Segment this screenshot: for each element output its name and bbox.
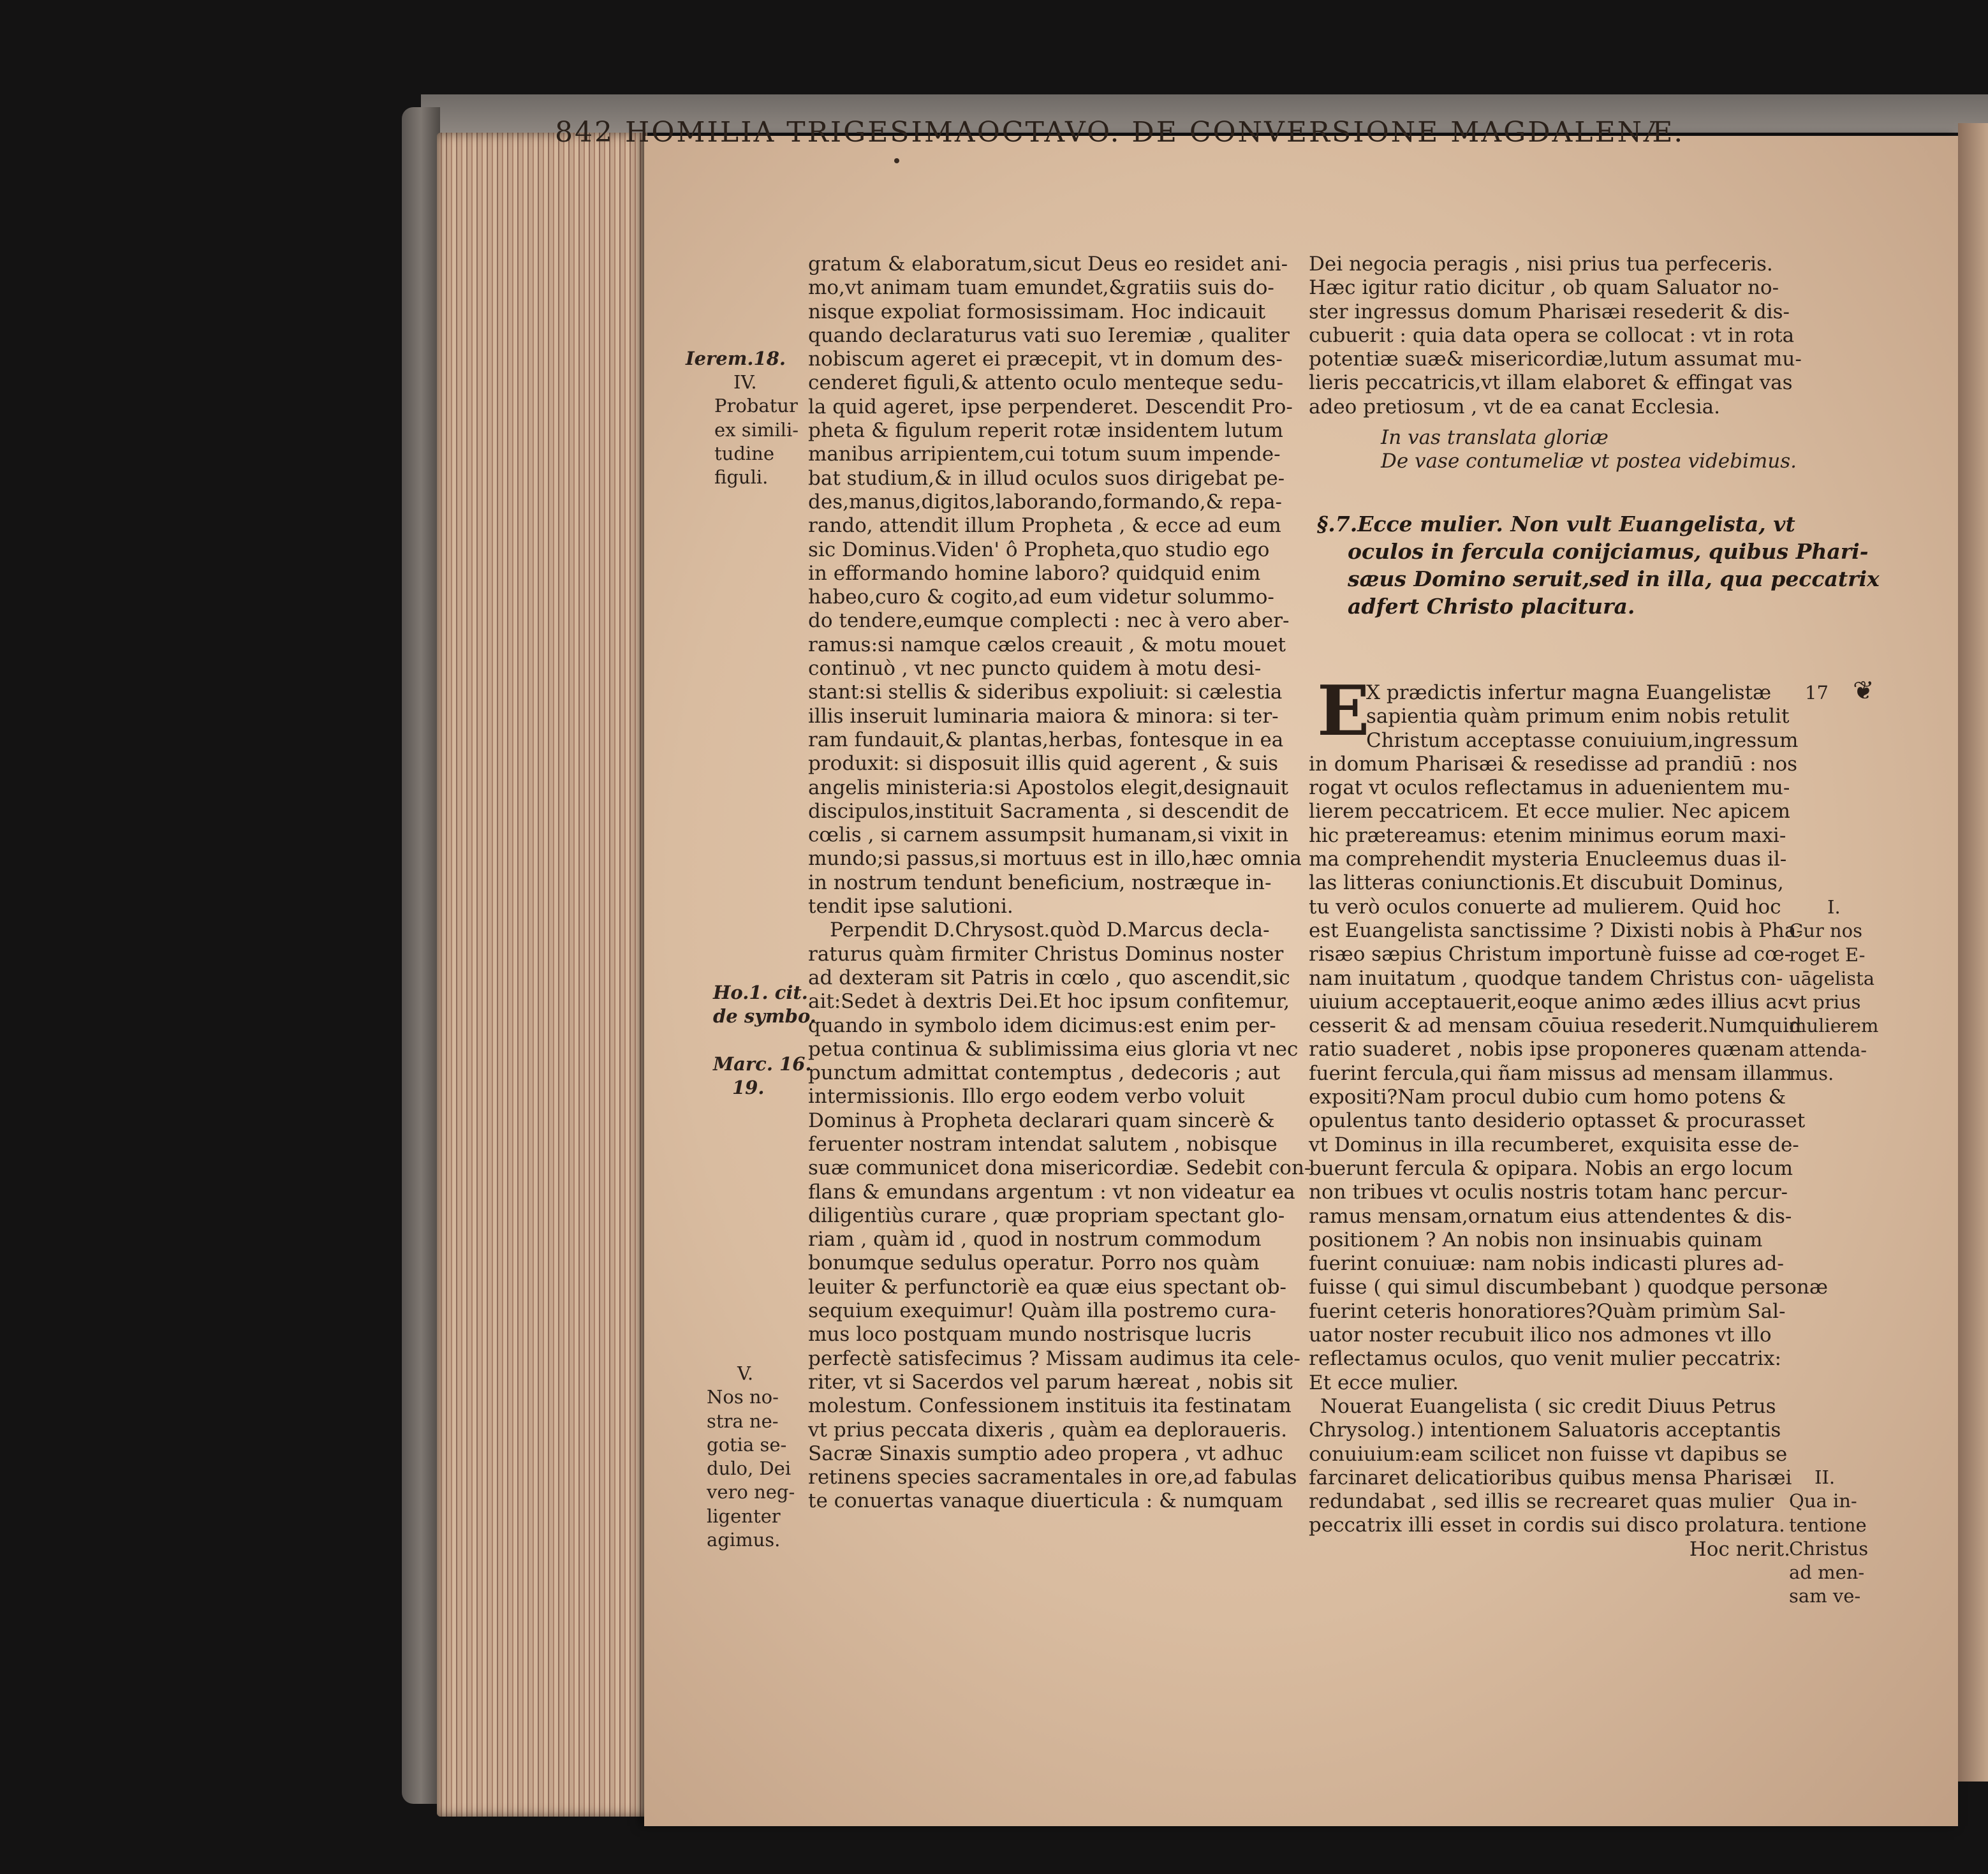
section-heading-line: sæus Domino seruit,sed in illa, qua peccatrix [1348,566,1880,591]
margin-line: Probatur [714,395,798,417]
text-line: Dei negocia peragis , nisi prius tua perfeceris. [1309,253,1773,276]
text-line: ratio suaderet , nobis ipse proponeres quænam [1309,1038,1785,1061]
margin-note-chrysost [713,981,816,1029]
margin-note-17 [1805,681,1829,705]
margin-note-marc [713,1052,811,1100]
text-line: buerunt fercula & opipara. Nobis an ergo locum [1309,1156,1793,1180]
text-line: punctum admittat contemptus , dedecoris ; aut [808,1061,1281,1085]
fleuron-ornament-icon: ❦ [1853,676,1874,705]
margin-line: Qua in- [1789,1490,1857,1512]
text-line: bat studium,& in illud oculos suos dirigebat pe- [808,466,1285,490]
text-line: habeo,curo & cogito,ad eum videtur solummo- [808,586,1274,609]
text-line: uiuium acceptauerit,eoque animo ædes illius ac- [1309,990,1795,1014]
text-line: stant:si stellis & sideribus expoliuit: si cælestia [808,681,1283,704]
text-line: in efformando homine laboro? quidquid enim [808,561,1261,585]
text-line: Chrysolog.) intentionem Saluatoris acceptantis [1309,1419,1781,1442]
text-line: cenderet figuli,& attento oculo menteque sedu- [808,371,1284,395]
text-line: lierem peccatricem. Et ecce mulier. Nec apicem [1309,800,1790,823]
text-line: positionem ? An nobis non insinuabis quinam [1309,1228,1763,1251]
text-line: sequium exequimur! Quàm illa postremo cura- [808,1299,1276,1323]
text-line: cesserit & ad mensam cōuiua resederit.Numquid [1309,1014,1802,1038]
margin-line: tudine [714,442,775,464]
margin-line: tentione [1789,1514,1867,1536]
text-line: Nouerat Euangelista ( sic credit Diuus Petrus [1320,1394,1776,1418]
text-line: nobiscum ageret ei præcepit, vt in domum des- [808,348,1283,371]
text-line: Et ecce mulier. [1309,1371,1459,1394]
text-line: suæ communicet dona misericordiæ. Sedebit con- [808,1156,1311,1180]
text-line: riter, vt si Sacerdos vel parum hæreat , nobis sit [808,1370,1293,1394]
text-line: flans & emundans argentum : vt non videatur ea [808,1180,1295,1204]
text-line: ster ingressus domum Pharisæi resederit & dis- [1309,300,1790,323]
text-line: retinens species sacramentales in ore,ad fabulas [808,1466,1297,1489]
section-heading [1317,510,1880,620]
margin-line: de symbo. [713,1005,816,1028]
margin-line: Cur nos [1789,920,1862,942]
text-line: la quid ageret, ipse perpenderet. Descendit Pro- [808,395,1293,418]
text-line: quando in symbolo idem dicimus:est enim per- [808,1014,1276,1037]
margin-note-v [707,1362,802,1552]
text-line: mo,vt animam tuam emundet,&gratiis suis do- [808,276,1274,300]
text-line: vt Dominus in illa recumberet, exquisita esse de- [1309,1133,1799,1156]
text-line: Sacræ Sinaxis sumptio adeo propera , vt adhuc [808,1442,1283,1465]
text-line: non tribues vt oculis nostris totam hanc percur- [1309,1181,1788,1204]
text-line: risæo sæpius Christum importunè fuisse ad cœ- [1309,943,1792,966]
text-line: hic prætereamus: etenim minimus eorum maxi- [1309,823,1786,847]
text-line: vt prius peccata dixeris , quàm ea deploraueris. [808,1418,1288,1442]
drop-cap: E [1317,671,1370,751]
text-line: molestum. Confessionem instituis ita festinatam [808,1394,1292,1418]
margin-line: dulo, Dei [707,1457,792,1480]
ink-dot [894,158,899,163]
text-line: fuerint ceteris honoratiores?Quàm primùm Sal- [1309,1299,1786,1323]
margin-line: figuli. [714,466,769,489]
text-line: raturus quàm firmiter Christus Dominus noster [808,942,1284,966]
text-line: do tendere,eumque complecti : nec à vero aber- [808,609,1290,633]
right-text-column-top [1309,253,1802,419]
text-line: expositi?Nam procul dubio cum homo potens & [1309,1086,1786,1109]
text-line: tendit ipse salutioni. [808,895,1013,919]
text-line: produxit: si disposuit illis quid agerent , & suis [808,752,1279,776]
text-line: diligentiùs curare , quæ propriam spectant glo- [808,1204,1285,1227]
section-heading-line: oculos in fercula conijciamus, quibus Phari- [1348,539,1869,564]
margin-line: uāgelista [1789,967,1875,989]
text-line: ramus mensam,ornatum eius attendentes & dis- [1309,1204,1792,1228]
text-line: tu verò oculos conuerte ad mulierem. Quid hoc [1309,895,1781,919]
text-line: peccatrix illi esset in cordis sui disco prolatura. [1309,1514,1785,1537]
text-line: in nostrum tendunt beneficium, nostræque in- [808,871,1272,894]
text-line: X prædictis infertur magna Euangelistæ [1366,681,1772,704]
margin-line: 19. [732,1077,765,1099]
margin-line: Ho.1. cit. [713,982,808,1003]
margin-line: II. [1815,1466,1836,1488]
text-line: nam inuitatum , quodque tandem Christus con- [1309,966,1783,990]
text-line: Hoc nerit. [1689,1537,1790,1561]
margin-line: I. [1827,896,1841,918]
text-line: redundabat , sed illis se recrearet quas mulier [1309,1490,1774,1514]
text-line: farcinaret delicatioribus quibus mensa Pharisæi [1309,1466,1792,1489]
margin-line: Nos no- [707,1386,779,1408]
margin-line: mulierem [1789,1015,1879,1037]
text-line: sic Dominus.Viden' ô Propheta,quo studio ego [808,538,1270,561]
margin-note-i [1789,896,1885,1086]
margin-line: Ierem.18. [686,348,786,369]
text-line: ramus:si namque cælos creauit , & motu mouet [808,633,1286,656]
page-number: 842 [555,116,614,149]
text-line: fuerint conuiuæ: nam nobis indicasti plures ad- [1309,1252,1784,1276]
left-text-column [808,253,1311,1514]
text-line: Christum acceptasse conuiuium,ingressum [1366,728,1799,752]
text-line: riam , quàm id , quod in nostrum commodum [808,1228,1262,1251]
text-line: ma comprehendit mysteria Enucleemus duas il- [1309,848,1787,871]
text-line: gratum & elaboratum,sicut Deus eo residet ani- [808,253,1288,276]
text-line: fuisse ( qui simul discumbebant ) quodque personæ [1309,1276,1828,1299]
margin-line: ad men- [1789,1561,1865,1584]
text-line: bonumque sedulus operatur. Porro nos quàm [808,1251,1260,1275]
text-line: in domum Pharisæi & resedisse ad prandiū : nos [1309,752,1798,776]
text-line: Hæc igitur ratio dicitur , ob quam Saluator no- [1309,276,1779,300]
text-line: feruenter nostram intendat salutem , nobisque [808,1132,1277,1156]
margin-line: V. [737,1362,754,1384]
verse-line: De vase contumeliæ vt postea videbimus. [1381,450,1797,473]
text-line: des,manus,digitos,laborando,formando,& repa- [808,490,1283,513]
text-line: quando declaraturus vati suo Ieremiæ , qualiter [808,323,1290,347]
margin-line: sam ve- [1789,1585,1861,1607]
margin-line: IV. [733,371,757,393]
margin-note-ierem [686,347,786,371]
text-line: est Euangelista sanctissime ? Dixisti nobis à Pha- [1309,919,1803,942]
text-line: discipulos,instituit Sacramenta , si descendit de [808,799,1290,823]
text-line: pheta & figulum reperit rotæ insidentem lutum [808,419,1283,443]
text-line: las litteras coniunctionis.Et discubuit Dominus, [1309,871,1784,895]
margin-line: ex simili- [714,418,799,441]
text-line: Perpendit D.Chrysost.quòd D.Marcus decla- [830,919,1270,942]
text-line: fuerint fercula,qui ñam missus ad mensam illam [1309,1061,1793,1085]
text-line: perfectè satisfecimus ? Missam audimus ita cele- [808,1346,1300,1370]
text-line: te conuertas vanaque diuerticula : & numquam [808,1489,1283,1513]
margin-line: agimus. [707,1529,781,1551]
margin-line: 17 [1805,682,1829,704]
text-line: rando, attendit illum Propheta , & ecce ad eum [808,514,1281,538]
page-edges-stack [437,133,647,1817]
text-line: ad dexteram sit Patris in cœlo , quo ascendit,sic [808,966,1290,989]
margin-line: roget E- [1789,943,1866,966]
text-line: lieris peccatricis,vt illam elaboret & effingat vas [1309,371,1793,395]
margin-line: vero neg- [707,1481,795,1503]
text-line: nisque expoliat formosissimam. Hoc indicauit [808,300,1266,323]
margin-line: attenda- [1789,1038,1867,1061]
text-line: intermissionis. Illo ergo eodem verbo voluit [808,1085,1245,1109]
text-line: continuò , vt nec puncto quidem à motu desi- [808,657,1262,681]
text-line: opulentus tanto desiderio optasset & procurasset [1309,1109,1806,1133]
section-heading-line: adfert Christo placitura. [1348,594,1635,619]
text-line: conuiuium:eam scilicet non fuisse vt dapibus se [1309,1442,1788,1466]
text-line: ram fundauit,& plantas,herbas, fontesque in ea [808,728,1284,751]
margin-note-ii [1789,1466,1885,1609]
margin-line: gotia se- [707,1433,787,1456]
text-line: uator noster recubuit ilico nos admones vt illo [1309,1324,1772,1347]
text-line: potentiæ suæ& misericordiæ,lutum assumat mu- [1309,348,1802,371]
book-cover-spine-edge [402,107,440,1804]
margin-line: Marc. 16. [713,1053,812,1075]
text-line: adeo pretiosum , vt de ea canat Ecclesia. [1309,395,1720,418]
running-header [555,116,1684,149]
text-line: reflectamus oculos, quo venit mulier peccatrix: [1309,1347,1781,1371]
margin-line: mus. [1789,1063,1834,1085]
text-line: leuiter & perfunctoriè ea quæ eius spectant ob- [808,1275,1287,1299]
page-title: HOMILIA TRIGESIMAOCTAVO. DE CONVERSIONE MAGDALENÆ. [624,116,1685,149]
text-line: angelis ministeria:si Apostolos elegit,designauit [808,776,1289,799]
text-line: petua continua & sublimissima eius gloria vt nec [808,1037,1299,1061]
verse-quote [1381,426,1797,473]
section-heading-line: §.7.Ecce mulier. Non vult Euangelista, vt [1317,512,1795,536]
text-line: sapientia quàm primum enim nobis retulit [1366,705,1790,728]
text-line: cœlis , si carnem assumpsit humanam,si vixit in [808,823,1289,847]
margin-note-iv [714,371,823,489]
margin-line: ligenter [707,1505,781,1527]
text-line: ait:Sedet à dextris Dei.Et hoc ipsum confitemur, [808,990,1290,1014]
text-line: illis inseruit luminaria maiora & minora: si ter- [808,704,1279,728]
facing-page-edge [1958,123,1988,1782]
text-line: Dominus à Propheta declarari quam sincerè & [808,1109,1275,1132]
margin-line: stra ne- [707,1410,779,1432]
text-line: cubuerit : quia data opera se collocat : vt in rota [1309,323,1795,347]
text-line: mundo;si passus,si mortuus est in illo,hæc omnia [808,847,1302,871]
text-line: rogat vt oculos reflectamus in aduenientem mu- [1309,776,1790,800]
margin-line: Christus [1789,1537,1869,1560]
text-line: mus loco postquam mundo nostrisque lucris [808,1323,1252,1346]
text-line: manibus arripientem,cui totum suum impende- [808,443,1281,466]
verse-line: In vas translata gloriæ [1381,426,1609,449]
margin-line: vt prius [1789,991,1861,1014]
